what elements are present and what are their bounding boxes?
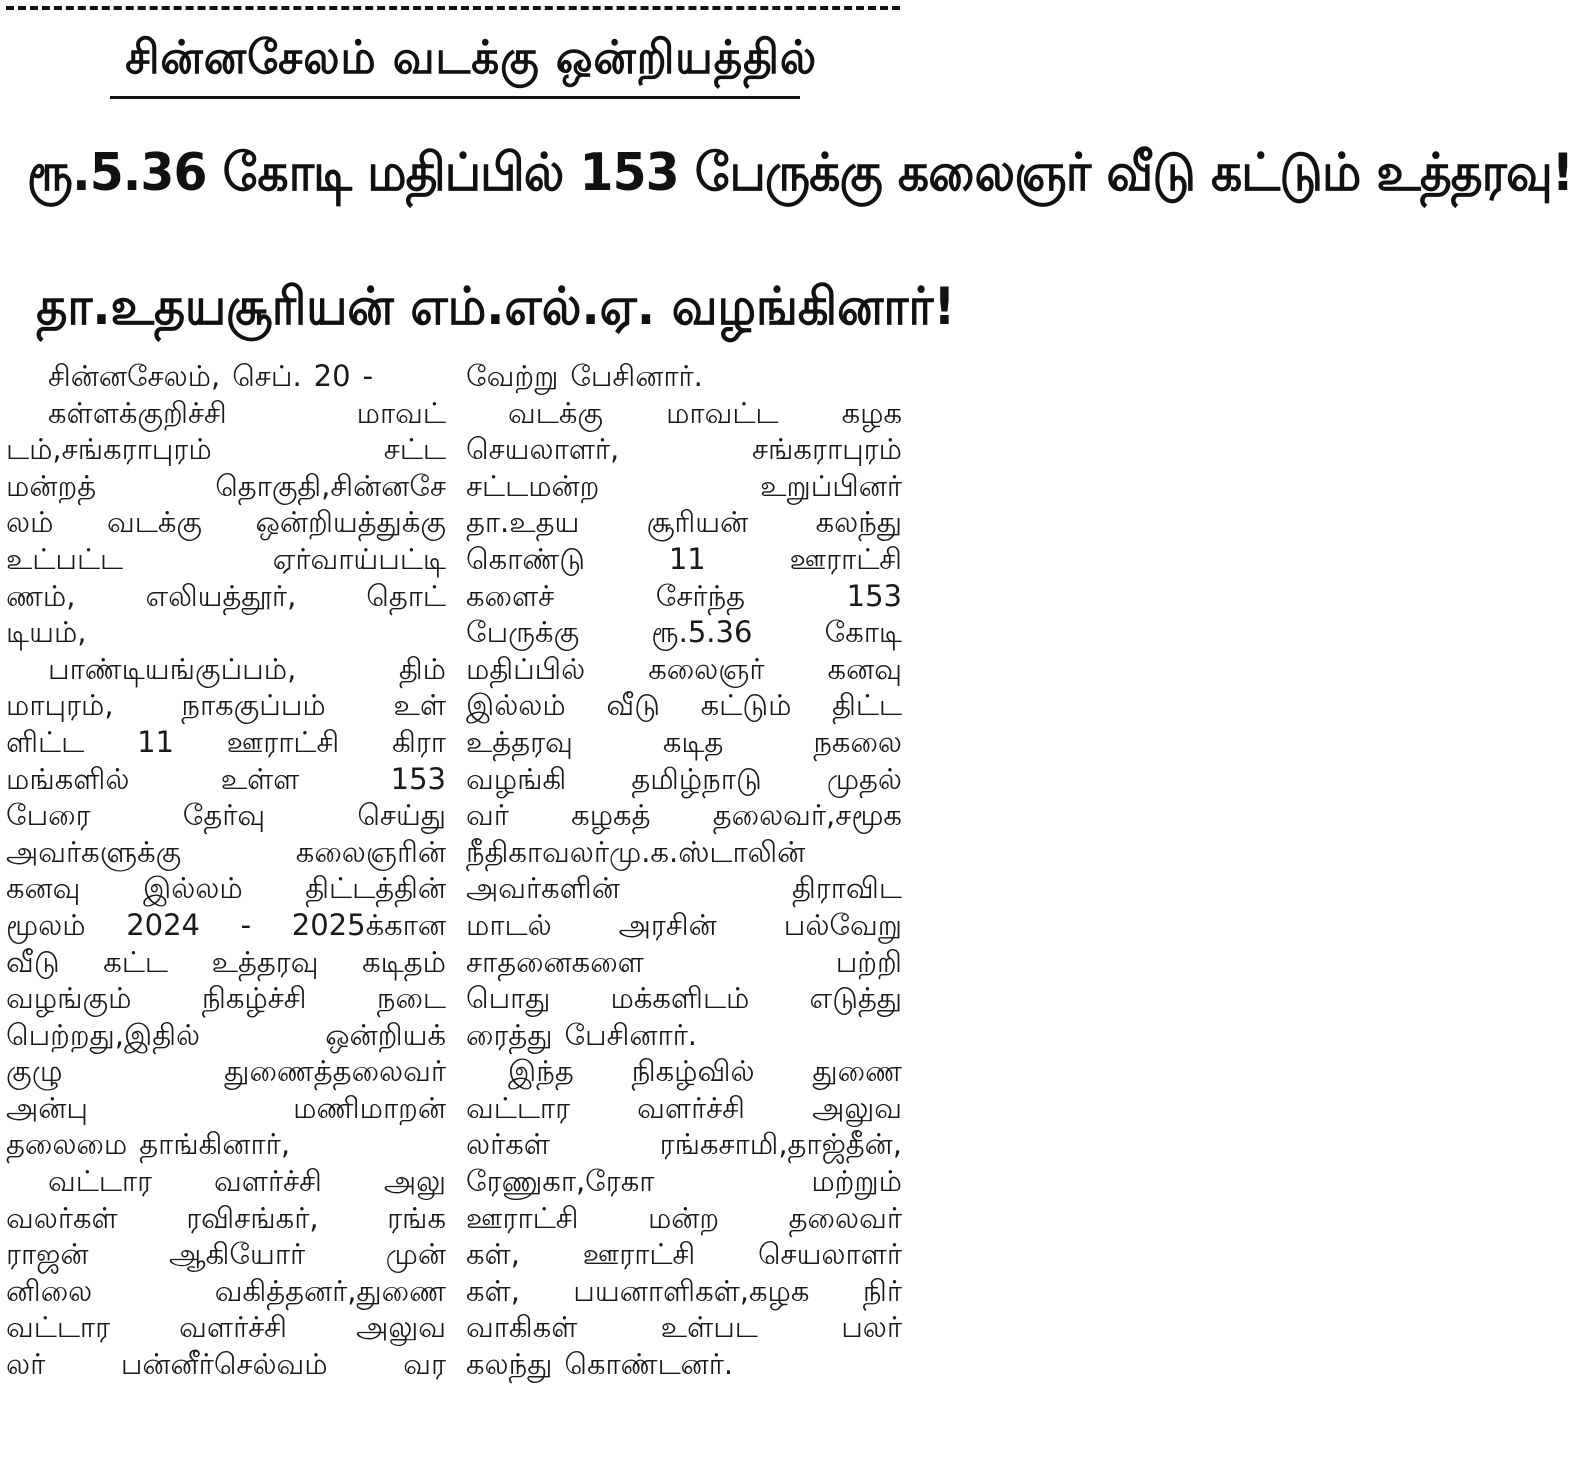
main-headline: ரூ.5.36 கோடி மதிப்பில் 153 பேருக்கு கலைஞர் வீடு கட்டும் உத்தரவு! [27,143,1573,203]
article-word: ஒன்றியக் [325,1017,446,1052]
article-line [466,834,902,871]
article-word: மதிப்பில் [466,651,586,686]
article-word: ஊராட்சி [466,1200,579,1235]
kicker-headline: சின்னசேலம் வடக்கு ஒன்றியத்தில் [125,30,818,84]
article-line [6,834,446,871]
article-word: வளர்ச்சி [637,1090,746,1125]
article-word: ரேணுகா,ரேகா [466,1164,655,1199]
article-word: செய்து [357,798,446,833]
article-word: தாங்கினார், [139,1127,291,1162]
article-word: வகித்தனர்,துணை [214,1273,446,1308]
article-word: நடை [376,981,446,1016]
article-line [466,1309,902,1346]
article-word: நீதிகாவலர்மு.க.ஸ்டாலின் [466,834,806,869]
article-word: முதல் [826,761,902,796]
article-word: பற்றி [835,944,902,979]
article-word: முன் [385,1237,446,1272]
article-line [6,651,446,688]
article-line [6,541,446,578]
article-word: வழங்கும் [6,981,132,1016]
article-word: வட்டார [466,1090,571,1125]
article-word: கடித [662,724,724,759]
article-word: கொண்டனர். [564,1347,734,1382]
article-word: வளர்ச்சி [179,1310,288,1345]
article-word: ஊராட்சி [582,1237,696,1272]
article-line [6,944,446,981]
article-word: அவர்களின் [466,871,620,906]
article-word: கலந்து [815,505,902,540]
article-word: தமிழ்நாடு [631,761,762,796]
article-line [466,431,902,468]
article-word: நிகழ்ச்சி [201,981,307,1016]
article-word: செப். [232,359,302,393]
article-word: ரூ.5.36 [651,615,753,650]
article-word: பொது [466,981,551,1016]
article-word: தலைவர்,சமூக [712,798,902,833]
article-word: சின்னசேலம், [48,359,221,393]
article-word: தா.உதய [466,505,580,540]
article-word: வட்டார [6,1310,111,1345]
article-line [6,1273,446,1310]
article-word: மன்ற [647,1200,720,1235]
article-word: உறுப்பினர் [760,468,902,503]
article-word: களைச் [466,578,555,613]
article-word: வடக்கு [508,395,603,430]
article-word: நிகழ்வில் [631,1054,755,1089]
article-line [6,1346,446,1383]
article-word: 153 [846,578,902,613]
article-word: எலியத்தூர், [145,578,297,613]
article-line [466,1053,902,1090]
article-word: ஊராட்சி [226,724,340,759]
article-line [6,1090,446,1127]
article-line [466,797,902,834]
article-word: 11 [137,724,174,759]
article-line [6,1236,446,1273]
article-word: நகலை [813,724,902,759]
article-word: உள்பட [660,1310,758,1345]
article-line [6,1126,446,1163]
article-line [6,358,446,395]
article-word: ளிட்ட [6,724,85,759]
article-word: வளர்ச்சி [214,1164,322,1199]
article-word: கலைஞரின் [295,834,446,869]
article-word: லர் [6,1347,46,1382]
article-word: கனவு [827,651,902,686]
article-word: கழக [841,395,902,430]
article-word: சூரியன் [646,505,749,540]
article-word: சட்ட [383,432,446,467]
article-line [6,578,446,615]
article-word: கட்டும் [700,688,792,723]
article-word: ரங்கசாமி,தாஜ்தீன், [659,1127,902,1162]
article-line [6,395,446,432]
article-word: தலைவர் [788,1200,902,1235]
article-word: தலைமை [6,1127,128,1162]
article-word: தேர்வு [182,798,266,833]
article-word: பாண்டியங்குப்பம், [48,651,297,686]
article-word: சங்கராபுரம் [751,432,902,467]
article-line [466,395,902,432]
article-word: சட்டமன்ற [466,468,600,503]
article-line [6,980,446,1017]
article-line [466,504,902,541]
article-line [6,1053,446,1090]
article-line [466,944,902,981]
article-word: ரவிசங்கர், [186,1200,319,1235]
article-line [466,980,902,1017]
kicker-underline [110,96,800,99]
article-word: வர [403,1347,446,1382]
article-line [6,504,446,541]
article-word: திராவிட [792,871,902,906]
article-line [466,1017,902,1054]
article-word: பலர் [841,1310,902,1345]
article-line [6,1200,446,1237]
article-word: அலு [383,1164,446,1199]
article-word: வீடு [6,944,60,979]
article-line [6,687,446,724]
article-word: 2024 [126,907,200,942]
article-line [466,1126,902,1163]
article-word: மங்களில் [6,761,130,796]
article-word: சேர்ந்த [655,578,746,613]
article-word: தொட் [366,578,446,613]
article-word: அவர்களுக்கு [6,834,182,869]
article-line [6,1163,446,1200]
article-word: பயனாளிகள்,கழக [573,1273,810,1308]
article-word: அலுவ [356,1310,446,1345]
article-word: கள்ளக்குறிச்சி [48,395,227,430]
article-word: திட்டத்தின் [305,871,446,906]
article-word: பேரை [6,798,91,833]
article-word: எடுத்து [809,981,902,1016]
article-word: கள், [466,1237,520,1272]
article-line [6,468,446,505]
article-word: மாவட் [356,395,446,430]
article-word: கிரா [392,724,446,759]
article-word: 11 [668,541,706,576]
article-word: இல்லம் [466,688,566,723]
article-word: பேசினார். [564,1017,697,1052]
article-word: மணிமாறன் [293,1090,446,1125]
article-word: மன்றத் [6,468,97,503]
article-column-left [6,358,446,1478]
article-line [466,651,902,688]
article-word: பன்னீர்செல்வம் [120,1347,328,1382]
article-line [6,724,446,761]
sub-headline: தா.உதயசூரியன் எம்.எல்.ஏ. வழங்கினார்! [36,277,956,337]
article-line [466,578,902,615]
article-column-right [466,358,902,1478]
article-line [466,1273,902,1310]
article-word: லர்கள் [466,1127,550,1162]
article-word: உள்ள [220,761,300,796]
article-word: ணம், [6,578,76,613]
article-line [466,358,902,395]
article-word: கலைஞர் [648,651,765,686]
article-word: ஒன்றியத்துக்கு [255,505,446,540]
article-word: ஏர்வாய்பட்டி [272,541,446,576]
article-word: தொகுதி,சின்னசே [215,468,446,503]
article-word: பேருக்கு [466,615,580,650]
article-word: கடிதம் [362,944,446,979]
article-line [466,541,902,578]
article-word: திம் [398,651,446,686]
article-word: கள், [466,1273,520,1308]
article-line [6,797,446,834]
article-word: கோடி [824,615,902,650]
article-word: செயலாளர், [466,432,620,467]
article-line [6,431,446,468]
article-word: பல்வேறு [783,907,902,942]
article-line [466,761,902,798]
article-word: அன்பு [6,1090,88,1125]
article-word: - [240,907,252,942]
article-line [466,614,902,651]
article-word: இல்லம் [143,871,243,906]
article-word: நிர் [862,1273,902,1308]
article-word: ஆகியோர் [168,1237,306,1272]
article-word: மக்களிடம் [610,981,750,1016]
article-word: வட்டார [48,1164,153,1199]
article-word: ரங்க [387,1200,446,1235]
article-word: னிலை [6,1273,93,1308]
article-line [466,1346,902,1383]
article-line [6,614,446,651]
article-line [466,1200,902,1237]
article-word: செயலாளர் [757,1237,902,1272]
article-line [466,870,902,907]
article-word: மூலம் [6,907,86,942]
top-dashed-border [6,6,900,10]
article-word: வழங்கி [466,761,567,796]
article-line [466,724,902,761]
article-line [6,907,446,944]
article-word: நாககுப்பம் [181,688,326,723]
article-word: சாதனைகளை [466,944,644,979]
article-word: பேசினார். [570,359,703,393]
article-word: வேற்று [466,359,559,393]
article-word: டியம், [6,615,87,650]
article-word: வாகிகள் [466,1310,578,1345]
article-word: லம் [6,505,54,540]
article-word: 2025க்கான [291,907,446,942]
article-word: - [362,359,374,393]
article-word: மாவட்ட [666,395,779,430]
article-word: உத்தரவு [466,724,573,759]
article-word: வீடு [606,688,660,723]
article-word: ராஜன் [6,1237,89,1272]
article-word: வடக்கு [106,505,202,540]
article-word: வலர்கள் [6,1200,118,1235]
article-line [466,468,902,505]
article-word: துணை [812,1054,902,1089]
article-word: வர் [466,798,509,833]
article-word: பெற்றது,இதில் [6,1017,201,1052]
article-word: மாபுரம், [6,688,114,723]
article-word: குழு [6,1054,63,1089]
article-line [466,1090,902,1127]
article-word: ஊராட்சி [789,541,902,576]
article-line [466,687,902,724]
article-word: கனவு [6,871,81,906]
article-word: மாடல் [466,907,552,942]
article-word: 20 [313,359,351,393]
article-word: டம்,சங்கராபுரம் [6,432,212,467]
article-word: 153 [390,761,446,796]
article-line [466,1163,902,1200]
article-word: கட்ட [103,944,168,979]
article-word: துணைத்தலைவர் [224,1054,446,1089]
article-word: அரசின் [618,907,717,942]
article-word: உத்தரவு [211,944,319,979]
article-word: உள் [393,688,446,723]
article-line [466,1236,902,1273]
article-line [466,907,902,944]
article-line [6,761,446,798]
article-word: அலுவ [812,1090,902,1125]
article-word: திட்ட [832,688,902,723]
article-word: கழகத் [571,798,651,833]
article-line [6,1017,446,1054]
article-line [6,1309,446,1346]
article-word: இந்த [508,1054,574,1089]
article-word: கொண்டு [466,541,586,576]
article-line [6,870,446,907]
article-word: ரைத்து [466,1017,553,1052]
article-word: உட்பட்ட [6,541,124,576]
article-word: கலந்து [466,1347,553,1382]
article-word: மற்றும் [811,1164,902,1199]
